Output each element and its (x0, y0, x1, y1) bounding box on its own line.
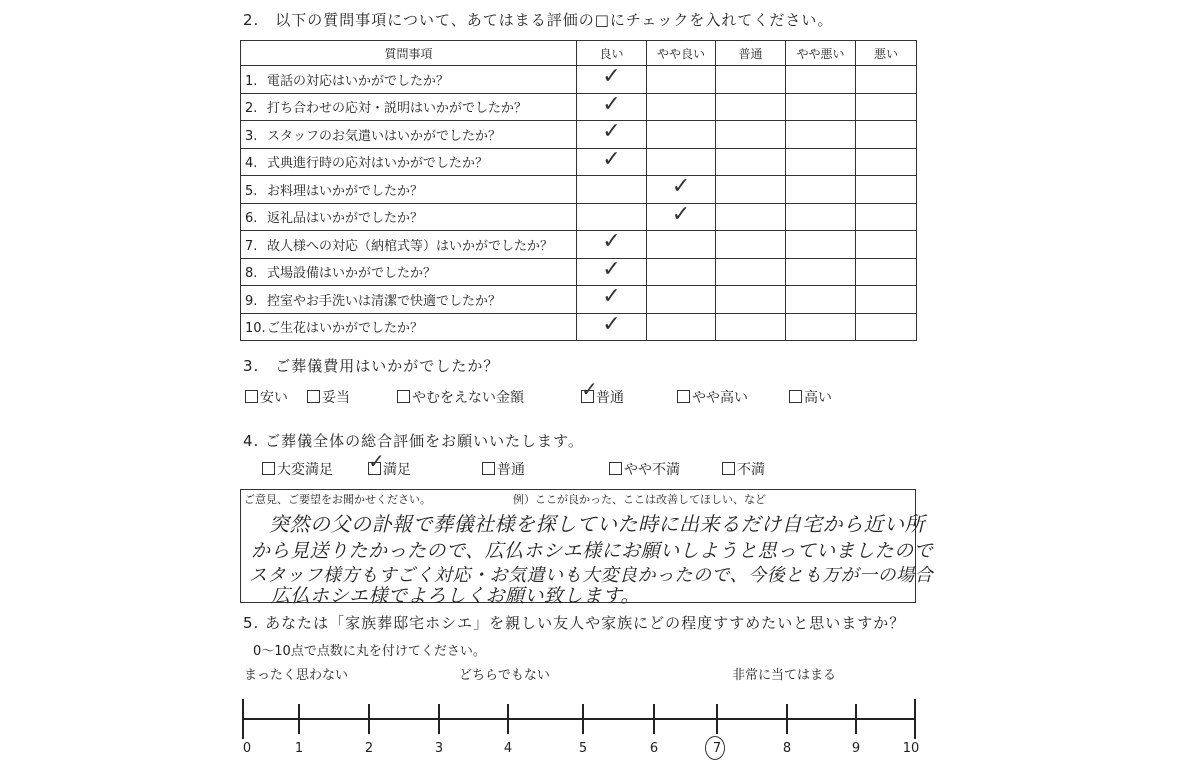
header-rating-somewhat-bad: やや悪い (786, 41, 856, 66)
scale-number-label: 1 (294, 741, 304, 756)
rating-cell[interactable] (647, 231, 716, 259)
rating-cell[interactable] (786, 148, 856, 176)
comments-example: 例）ここが良かった、ここは改善してほしい、など (513, 493, 766, 506)
question-number: 9. (245, 293, 258, 309)
scale-number-label: 10 (902, 741, 920, 756)
question-number: 5. (245, 183, 258, 199)
rating-cell[interactable] (577, 286, 647, 314)
scale-anchor-mid: どちらでもない (459, 668, 550, 683)
cost-option-label: 妥当 (322, 390, 350, 406)
question-row (241, 231, 917, 259)
question-label: 控室やお手洗いは清潔で快適でしたか？ (267, 293, 502, 309)
cost-option[interactable] (397, 387, 524, 407)
scale-tick (786, 704, 788, 734)
checkmark-icon: ✓ (602, 311, 621, 337)
scale-tick (368, 704, 370, 734)
header-rating-average: 普通 (716, 41, 786, 66)
scale-number-label: 6 (649, 741, 659, 756)
section3-title: 3. ご葬儀費用はいかがでしたか？ (243, 357, 500, 375)
rating-cell[interactable] (577, 121, 647, 149)
rating-cell[interactable] (786, 313, 856, 341)
overall-option[interactable] (609, 459, 680, 479)
checkbox-icon[interactable] (722, 462, 735, 475)
scale-number[interactable] (707, 741, 727, 756)
rating-cell[interactable] (786, 231, 856, 259)
scale-number[interactable] (237, 741, 257, 756)
scale-number[interactable] (644, 741, 664, 756)
rating-cell[interactable] (786, 66, 856, 94)
scale-tick (716, 704, 718, 734)
question-label: 打ち合わせの応対・説明はいかがでしたか？ (267, 101, 528, 117)
question-text (241, 66, 577, 94)
scale-number-label: 5 (578, 741, 588, 756)
rating-cell[interactable] (856, 66, 917, 94)
question-row (241, 258, 917, 286)
scale-number[interactable] (359, 741, 379, 756)
scale-number[interactable] (901, 741, 921, 756)
rating-cell[interactable] (786, 258, 856, 286)
scale-tick (507, 704, 509, 734)
question-text (241, 176, 577, 204)
question-number: 2. (245, 101, 258, 117)
overall-option[interactable] (722, 459, 765, 479)
checkmark-icon: ✓ (671, 201, 691, 227)
question-row (241, 66, 917, 94)
cost-option-label: 安い (260, 390, 288, 406)
rating-cell[interactable] (647, 66, 716, 94)
checkbox-icon[interactable] (397, 390, 410, 403)
rating-cell[interactable] (577, 231, 647, 259)
rating-cell[interactable] (716, 203, 786, 231)
rating-cell[interactable] (716, 121, 786, 149)
scale-number[interactable] (289, 741, 309, 756)
rating-cell[interactable] (577, 148, 647, 176)
question-label: 式典進行時の応対はいかがでしたか？ (267, 156, 489, 172)
checkmark-icon: ✓ (602, 146, 621, 172)
checkmark-icon: ✓ (602, 64, 621, 90)
rating-cell[interactable] (856, 286, 917, 314)
question-row (241, 148, 917, 176)
question-label: スタッフのお気遣いはいかがでしたか？ (267, 128, 502, 144)
overall-option[interactable] (262, 459, 333, 479)
header-rating-bad: 悪い (856, 41, 917, 66)
scale-number-label: 8 (782, 741, 792, 756)
checkmark-icon: ✓ (602, 91, 621, 117)
scale-tick (298, 704, 300, 734)
comment-line-3: スタッフ様方もすごく対応・お気遣いも大変良かったので、今後とも万が一の場合 (249, 565, 934, 586)
checkmark-icon: ✓ (602, 256, 621, 282)
cost-option[interactable] (245, 387, 288, 407)
rating-cell[interactable] (786, 121, 856, 149)
rating-cell[interactable] (647, 203, 716, 231)
checkmark-icon: ✓ (602, 229, 621, 255)
overall-option-label: やや不満 (624, 462, 680, 478)
scale-number[interactable] (429, 741, 449, 756)
scale-number[interactable] (573, 741, 593, 756)
scale-tick (855, 704, 857, 734)
rating-cell[interactable] (577, 93, 647, 121)
rating-cell[interactable] (647, 148, 716, 176)
question-label: お料理はいかがでしたか？ (267, 183, 424, 199)
rating-cell[interactable] (716, 93, 786, 121)
question-number: 1. (245, 73, 258, 89)
rating-cell[interactable] (786, 286, 856, 314)
checkbox-icon[interactable] (368, 462, 381, 475)
rating-cell[interactable] (577, 258, 647, 286)
rating-cell[interactable] (716, 176, 786, 204)
rating-cell[interactable] (856, 258, 917, 286)
question-row (241, 286, 917, 314)
question-row (241, 313, 917, 341)
question-text (241, 121, 577, 149)
question-label: 返礼品はいかがでしたか？ (267, 211, 424, 227)
scale-anchor-high: 非常に当てはまる (732, 668, 837, 683)
cost-option[interactable] (789, 387, 832, 407)
checkbox-icon[interactable] (581, 390, 594, 403)
rating-cell[interactable] (647, 286, 716, 314)
question-number: 8. (245, 266, 258, 282)
question-text (241, 93, 577, 121)
header-question: 質問事項 (241, 41, 577, 66)
question-row (241, 93, 917, 121)
rating-cell[interactable] (716, 258, 786, 286)
checkbox-icon[interactable] (307, 390, 320, 403)
rating-cell[interactable] (577, 176, 647, 204)
rating-cell[interactable] (577, 66, 647, 94)
rating-cell[interactable] (647, 121, 716, 149)
question-number: 10. (245, 321, 266, 337)
scale-number-label: 2 (364, 741, 374, 756)
overall-option[interactable] (482, 459, 525, 479)
rating-cell[interactable] (856, 313, 917, 341)
rating-cell[interactable] (647, 313, 716, 341)
scale-number-label: 4 (503, 741, 513, 756)
question-number: 3. (245, 128, 258, 144)
rating-cell[interactable] (647, 176, 716, 204)
comment-line-1: 突然の父の訃報で葬儀社様を探していた時に出来るだけ自宅から近い所 (269, 512, 925, 536)
scale-line (243, 718, 915, 720)
rating-cell[interactable] (856, 93, 917, 121)
scale-number-label: 3 (434, 741, 444, 756)
checkmark-icon: ✓ (602, 119, 621, 145)
rating-cell[interactable] (786, 203, 856, 231)
rating-cell[interactable] (786, 93, 856, 121)
rating-cell[interactable] (856, 148, 917, 176)
scale-number-label: 7 (712, 741, 722, 756)
rating-cell[interactable] (647, 258, 716, 286)
checkbox-icon[interactable] (482, 462, 495, 475)
cost-option-label: 普通 (596, 390, 624, 406)
cost-option-label: 高い (804, 390, 832, 406)
rating-cell[interactable] (716, 313, 786, 341)
cost-option[interactable] (307, 387, 350, 407)
rating-cell[interactable] (716, 148, 786, 176)
overall-option[interactable] (368, 459, 411, 479)
overall-option-label: 満足 (383, 462, 411, 478)
cost-option-label: やや高い (692, 390, 748, 406)
checkbox-icon[interactable] (677, 390, 690, 403)
question-number: 7. (245, 238, 258, 254)
section5-title: 5. あなたは「家族葬邸宅ホシエ」を親しい友人や家族にどの程度すすめたいと思いますか？ (243, 614, 906, 632)
rating-cell[interactable] (856, 231, 917, 259)
selected-circle-icon (705, 736, 725, 760)
question-row (241, 203, 917, 231)
overall-option-label: 不満 (737, 462, 765, 478)
scale-tick (438, 704, 440, 734)
checkbox-icon[interactable] (245, 390, 258, 403)
rating-cell[interactable] (577, 313, 647, 341)
cost-option[interactable] (581, 387, 624, 407)
comments-box[interactable] (240, 489, 934, 607)
question-text (241, 313, 577, 341)
question-label: ご生花はいかがでしたか？ (267, 321, 424, 337)
question-number: 6. (245, 211, 258, 227)
scale-tick (582, 704, 584, 734)
section4-title: 4. ご葬儀全体の総合評価をお願いいたします。 (243, 432, 584, 450)
rating-cell[interactable] (856, 176, 917, 204)
cost-option-label: やむをえない金額 (412, 390, 524, 406)
rating-cell[interactable] (786, 176, 856, 204)
scale-tick (242, 699, 244, 739)
question-label: 電話の対応はいかがでしたか？ (267, 73, 450, 89)
rating-cell[interactable] (716, 231, 786, 259)
question-text (241, 148, 577, 176)
checkbox-icon[interactable] (789, 390, 802, 403)
cost-option[interactable] (677, 387, 748, 407)
scale-number-label: 0 (242, 741, 252, 756)
rating-cell[interactable] (716, 286, 786, 314)
question-label: 式場設備はいかがでしたか？ (267, 266, 437, 282)
question-row (241, 176, 917, 204)
scale-tick (653, 704, 655, 734)
scale-tick (914, 699, 916, 739)
rating-cell[interactable] (856, 121, 917, 149)
checkmark-icon: ✓ (671, 174, 691, 200)
question-text (241, 286, 577, 314)
question-row (241, 121, 917, 149)
scale-number[interactable] (777, 741, 797, 756)
checkbox-icon[interactable] (262, 462, 275, 475)
question-number: 4. (245, 156, 258, 172)
header-rating-good: 良い (577, 41, 647, 66)
comment-line-4: 広仏ホシエ様でよろしくお願い致します。 (271, 585, 640, 607)
scale-number[interactable] (846, 741, 866, 756)
scale-number-label: 9 (851, 741, 861, 756)
comment-line-2: から見送りたかったので、広仏ホシエ様にお願いしようと思っていましたので (251, 540, 934, 562)
section2-title: 2. 以下の質問事項について、あてはまる評価の□にチェックを入れてください。 (243, 11, 834, 29)
rating-table (240, 40, 917, 341)
scale-anchor-low: まったく思わない (244, 668, 349, 683)
rating-cell[interactable] (856, 203, 917, 231)
rating-cell[interactable] (577, 203, 647, 231)
section5-instruction: 0〜10点で点数に丸を付けてください。 (253, 644, 486, 659)
question-text (241, 258, 577, 286)
comments-hint: ご意見、ご要望をお聞かせください。 (244, 493, 431, 506)
checkmark-icon: ✓ (602, 284, 621, 310)
overall-option-label: 大変満足 (277, 462, 333, 478)
checkbox-icon[interactable] (609, 462, 622, 475)
question-label: 故人様への対応（納棺式等）はいかがでしたか？ (267, 238, 554, 254)
question-text (241, 231, 577, 259)
rating-cell[interactable] (647, 93, 716, 121)
header-rating-somewhat-good: やや良い (647, 41, 716, 66)
scale-number[interactable] (498, 741, 518, 756)
overall-option-label: 普通 (497, 462, 525, 478)
rating-cell[interactable] (716, 66, 786, 94)
question-text (241, 203, 577, 231)
